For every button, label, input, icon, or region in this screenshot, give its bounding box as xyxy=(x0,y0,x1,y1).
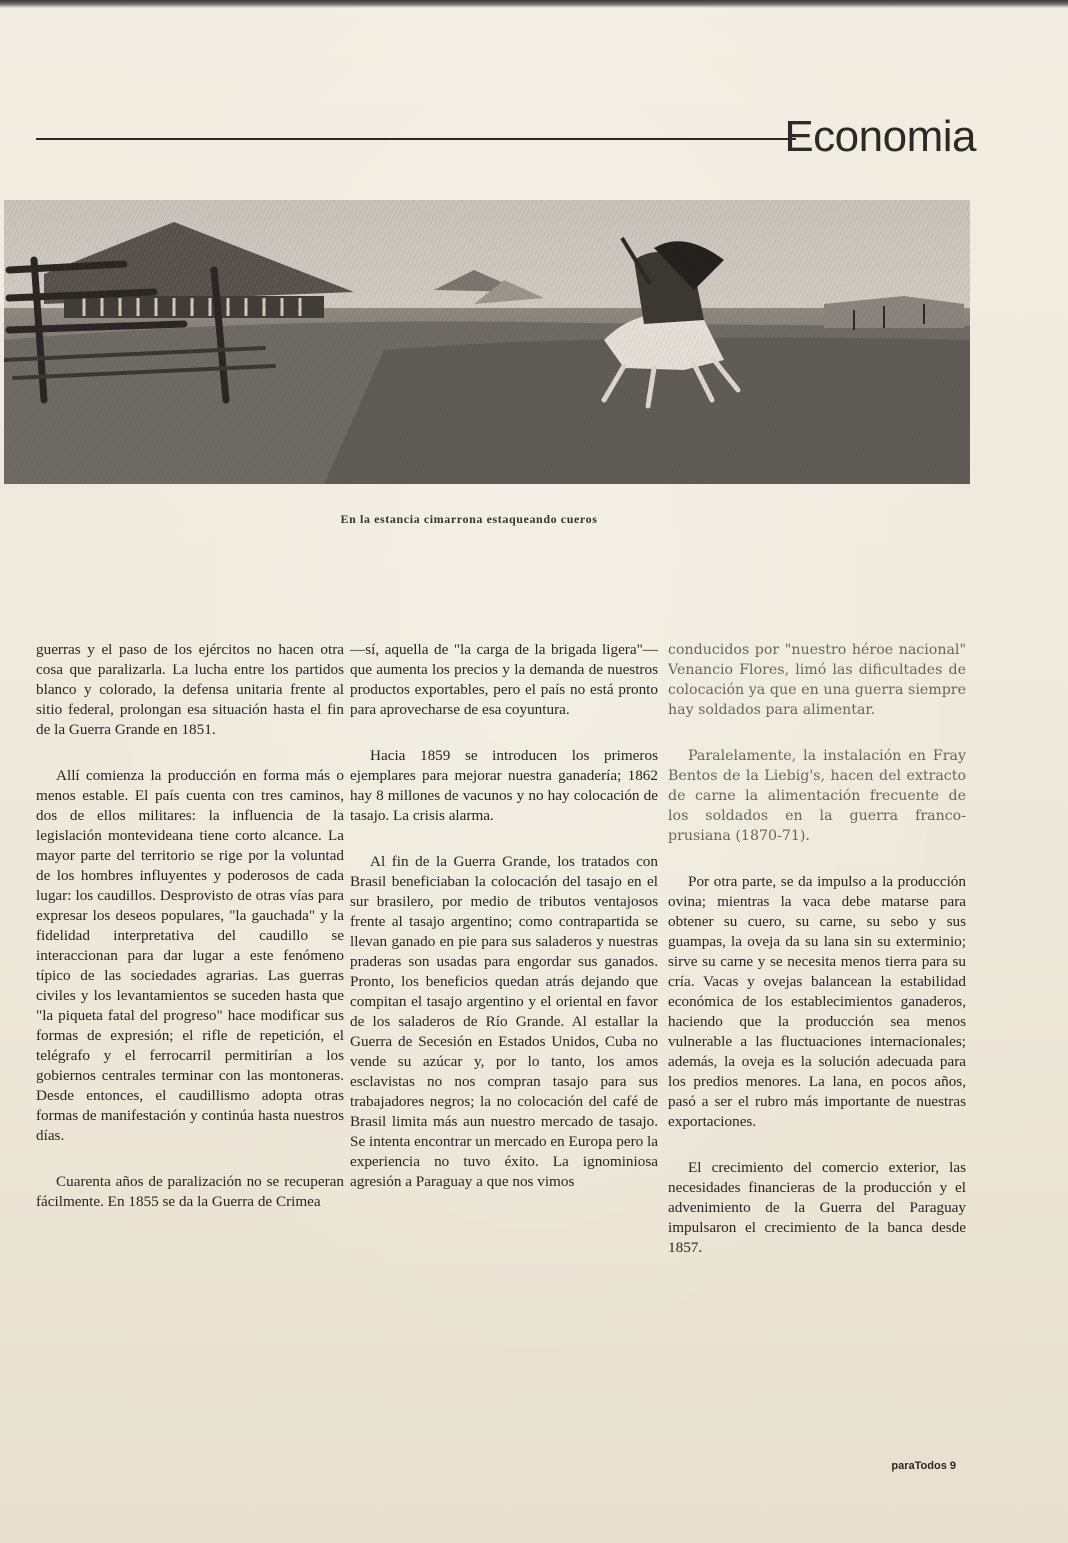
article-column-1 xyxy=(36,640,344,1232)
col2-paragraph-3: Al fin de la Guerra Grande, los tratados con Brasil beneficiaban la colocación del tasajo en el sur brasilero, por medio de tributos ventajosos frente al tasajo argentino; como contrapartida se llevan ganado en pie para sus saladeros y nuestras praderas son usadas para engordar sus ganados. Pronto, los beneficios quedan atrás dejando que compitan el tasajo argentino y el oriental en favor de los saladeros de Río Grande. Al estallar la Guerra de Secesión en Estados Unidos, Cuba no vende su azúcar y, por lo tanto, los amos esclavistas no nos compran tasajo para sus trabajadores negros; la no colocación del café de Brasil limita más aun nuestro mercado de tasajo. Se intenta encontrar un mercado en Europa pero la experiencia no tuvo éxito. La ignominiosa agresión a Paraguay a que nos vimos xyxy=(350,853,658,1190)
engraving-illustration xyxy=(4,200,970,484)
page-top-edge xyxy=(0,0,1068,8)
article-column-3 xyxy=(668,640,966,1278)
page-folio: paraTodos 9 xyxy=(891,1460,956,1472)
col1-paragraph-2: Allí comienza la producción en forma más o menos estable. El país cuenta con tres caminos, dos de ellos militares: la influencia de la legislación montevideana tiene corto alcance. La mayor parte del territorio se rige por la voluntad de los hombres influyentes y poderosos de cada lugar: los caudillos. Desprovisto de otras vías para expresar los deseos populares, "la gauchada" y la fidelidad interpretativa del caudillo se interaccionan para dar lugar a este fenómeno típico de las sociedades agrarias. Las guerras civiles y los levantamientos se suceden hasta que "la piqueta fatal del progreso" hace modificar sus formas de expresión; el rifle de repetición, el telégrafo y el ferrocarril permitirían a los gobiernos centrales terminar con las montoneras. Desde entonces, el caudillismo adopta otras formas de manifestación y continúa hasta nuestros días. xyxy=(36,767,344,1144)
col3-paragraph-1: conducidos por "nuestro héroe nacional" Venancio Flores, limó las dificultades de colocación ya que en una guerra siempre hay soldados para alimentar. xyxy=(668,642,966,718)
col3-paragraph-4: El crecimiento del comercio exterior, las necesidades financieras de la producción y el advenimiento de la Guerra del Paraguay impulsaron el crecimiento de la banca desde 1857. xyxy=(668,1159,966,1256)
section-rule xyxy=(36,138,796,140)
article-column-2 xyxy=(350,640,658,1212)
figure-caption: En la estancia cimarrona estaqueando cueros xyxy=(340,512,598,526)
col2-paragraph-1: —sí, aquella de "la carga de la brigada ligera"— que aumenta los precios y la demanda de nuestros productos exportables, pero el país no está pronto para aprovecharse de esa coyuntura. xyxy=(350,641,658,718)
col2-paragraph-2: Hacia 1859 se introducen los primeros ejemplares para mejorar nuestra ganadería; 1862 hay 8 millones de vacunos y no hay colocación de tasajo. La crisis alarma. xyxy=(350,747,658,824)
col3-paragraph-3: Por otra parte, se da impulso a la producción ovina; mientras la vaca debe matarse para obtener su cuero, su carne, su sebo y sus guampas, la oveja da su lana sin su exterminio; sirve su carne y se necesita menos tierra para su cría. Vacas y ovejas balancean la estabilidad económica de los establecimientos ganaderos, haciendo que la producción sea menos vulnerable a las fluctuaciones internacionales; además, la oveja es la solución adecuada para los predios menores. La lana, en pocos años, pasó a ser el rubro más importante de nuestras exportaciones. xyxy=(668,873,966,1130)
section-title: Economia xyxy=(784,112,976,161)
col1-paragraph-1: guerras y el paso de los ejércitos no hacen otra cosa que paralizarla. La lucha entre los partidos blanco y colorado, la defensa unitaria frente al sitio federal, prolongan esa situación hasta el fin de la Guerra Grande en 1851. xyxy=(36,641,344,738)
col1-paragraph-3: Cuarenta años de paralización no se recuperan fácilmente. En 1855 se da la Guerra de Crimea xyxy=(36,1173,344,1210)
col3-paragraph-2: Paralelamente, la instalación en Fray Bentos de la Liebig's, hacen del extracto de carne la alimentación frecuente de los soldados en la guerra franco-prusiana (1870-71). xyxy=(668,748,966,844)
